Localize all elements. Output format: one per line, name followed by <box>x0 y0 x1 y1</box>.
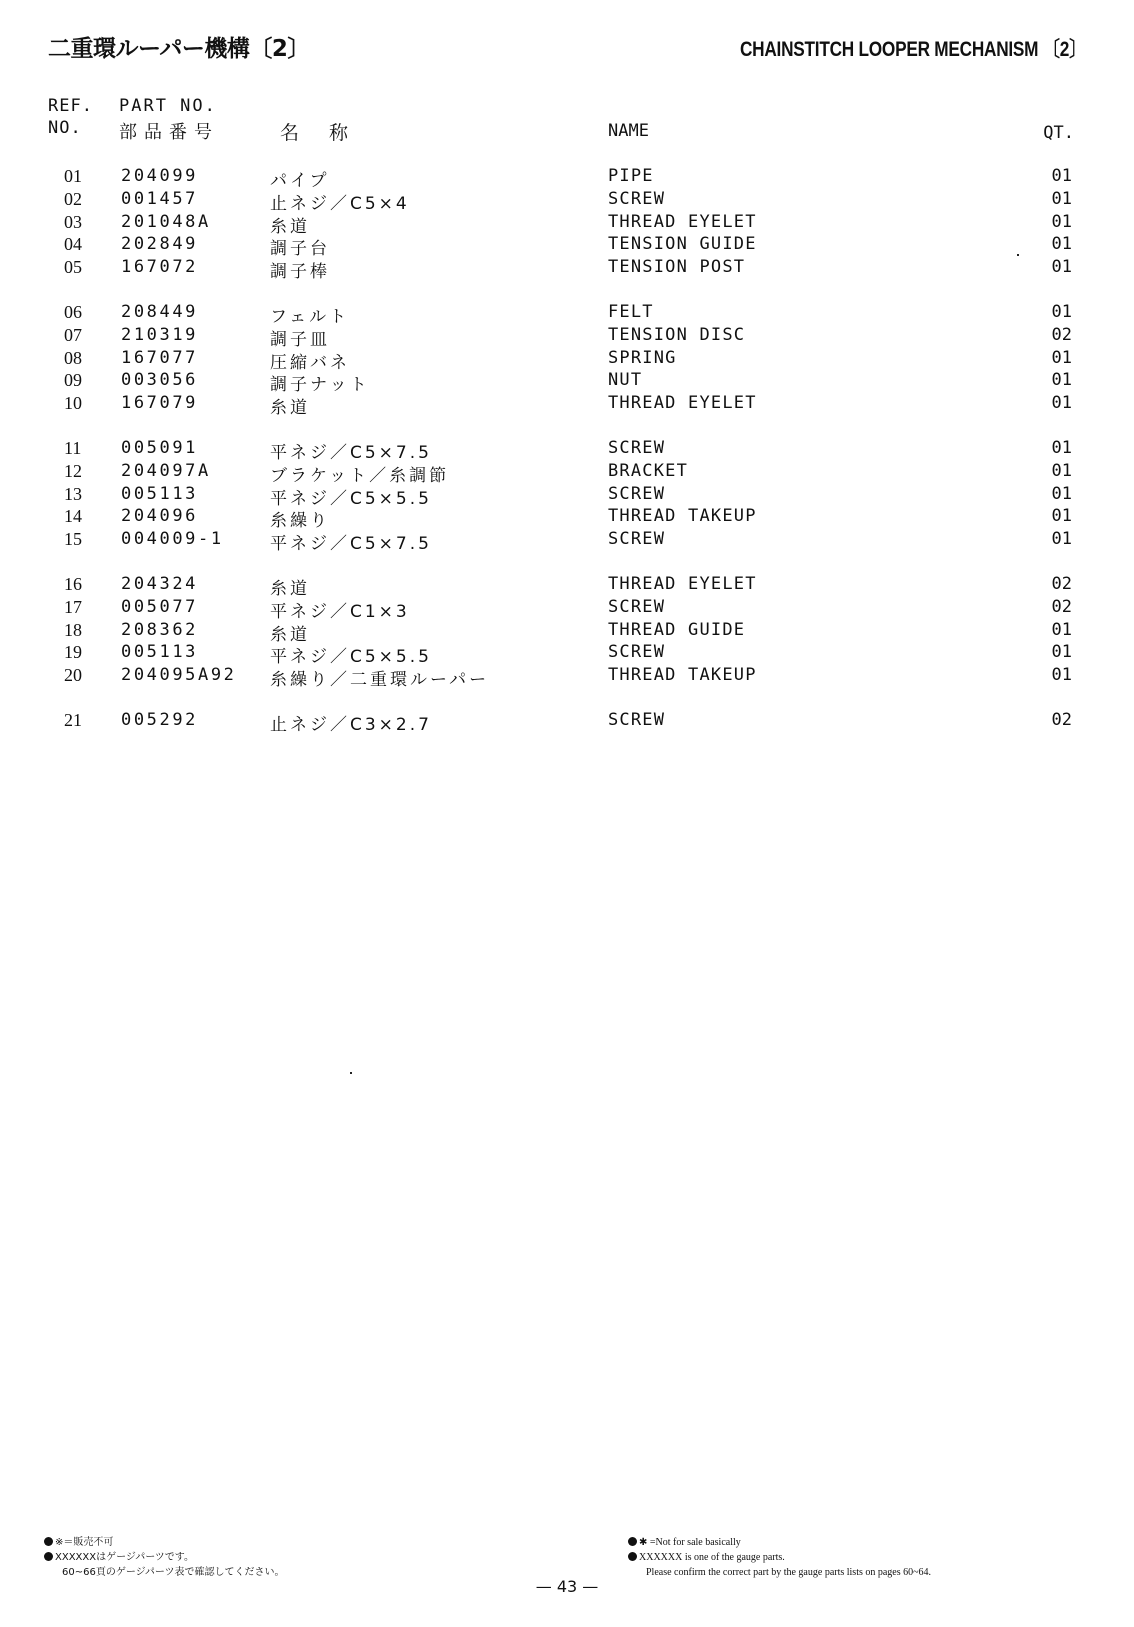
ref-no-cell: 03 <box>64 211 82 232</box>
ref-no-cell: 05 <box>64 257 82 278</box>
name-cell: SCREW <box>608 483 666 504</box>
footer-note-not-for-sale-jp: ※＝販売不可 <box>55 1537 114 1548</box>
page-title-en: CHAINSTITCH LOOPER MECHANISM 〔2〕 <box>739 38 1086 61</box>
table-row <box>0 393 1134 419</box>
part-no-cell: 204097A <box>121 460 211 481</box>
ref-no-cell: 16 <box>64 573 82 594</box>
table-row <box>0 166 1134 189</box>
part-no-cell: 210319 <box>121 324 199 345</box>
column-header-name-jp: 名称 <box>280 122 379 144</box>
qt-cell: 01 <box>1051 665 1072 686</box>
column-header-part-no: PART NO. <box>119 96 217 116</box>
table-row <box>0 212 1134 235</box>
name-jp-cell: 調子ナット <box>270 375 370 396</box>
name-cell: SCREW <box>608 529 666 550</box>
part-no-cell: 201048A <box>121 211 211 232</box>
name-cell: THREAD EYELET <box>608 211 757 232</box>
qt-cell: 01 <box>1051 301 1072 322</box>
footer-notes-en <box>628 1535 931 1580</box>
table-row <box>0 620 1134 643</box>
part-no-cell: 204096 <box>121 506 199 527</box>
qt-cell: 02 <box>1051 573 1072 594</box>
ref-no-cell: 07 <box>64 324 82 345</box>
name-jp-cell: 糸道 <box>270 624 310 645</box>
name-jp-cell: 止ネジ／C3×2.7 <box>270 714 432 735</box>
part-no-cell: 005091 <box>121 437 199 458</box>
name-cell: THREAD EYELET <box>608 393 757 414</box>
part-no-cell: 167077 <box>121 347 199 368</box>
name-cell: NUT <box>608 370 643 391</box>
name-jp-cell: フェルト <box>270 306 350 327</box>
name-jp-cell: 糸道 <box>270 398 310 419</box>
bullet-icon <box>44 1552 53 1561</box>
footer-note-not-for-sale: ✱ =Not for sale basically <box>639 1537 741 1548</box>
qt-cell: 01 <box>1051 619 1072 640</box>
name-jp-cell: 平ネジ／C5×5.5 <box>270 488 432 509</box>
name-cell: SCREW <box>608 596 666 617</box>
column-header-ref: REF. <box>48 96 93 116</box>
part-no-cell: 167079 <box>121 393 199 414</box>
part-no-cell: 208362 <box>121 619 199 640</box>
ref-no-cell: 04 <box>64 234 82 255</box>
name-jp-cell: 調子棒 <box>270 262 330 283</box>
ref-no-cell: 15 <box>64 529 82 550</box>
qt-cell: 01 <box>1051 642 1072 663</box>
ref-no-cell: 13 <box>64 483 82 504</box>
column-header-qt: QT. <box>1043 123 1074 143</box>
name-cell: BRACKET <box>608 460 689 481</box>
qt-cell: 01 <box>1051 347 1072 368</box>
part-no-cell: 167072 <box>121 257 199 278</box>
part-no-cell: 204324 <box>121 573 199 594</box>
name-cell: THREAD EYELET <box>608 573 757 594</box>
qt-cell: 02 <box>1051 709 1072 730</box>
ref-no-cell: 09 <box>64 370 82 391</box>
name-cell: TENSION POST <box>608 257 746 278</box>
bullet-icon <box>628 1552 637 1561</box>
ref-no-cell: 19 <box>64 642 82 663</box>
table-row <box>0 529 1134 555</box>
ref-no-cell: 08 <box>64 347 82 368</box>
qt-cell: 01 <box>1051 257 1072 278</box>
ref-no-cell: 12 <box>64 460 82 481</box>
footer-note-confirm-jp: 60~66頁のゲージパーツ表で確認してください。 <box>62 1567 285 1578</box>
qt-cell: 01 <box>1051 529 1072 550</box>
ref-no-cell: 11 <box>64 437 82 458</box>
name-jp-cell: 糸繰り／二重環ルーパー <box>270 670 490 691</box>
table-row <box>0 710 1134 733</box>
qt-cell: 01 <box>1051 370 1072 391</box>
qt-cell: 01 <box>1051 393 1072 414</box>
footer-notes-jp <box>44 1535 285 1580</box>
table-row <box>0 574 1134 597</box>
part-no-cell: 208449 <box>121 301 199 322</box>
name-cell: SCREW <box>608 188 666 209</box>
table-row <box>0 370 1134 396</box>
table-row <box>0 348 1134 371</box>
part-no-cell: 005113 <box>121 642 199 663</box>
ref-no-cell: 02 <box>64 188 82 209</box>
qt-cell: 01 <box>1051 188 1072 209</box>
table-row <box>0 438 1134 461</box>
name-cell: SCREW <box>608 709 666 730</box>
name-cell: THREAD GUIDE <box>608 619 746 640</box>
name-cell: THREAD TAKEUP <box>608 665 757 686</box>
table-row <box>0 189 1134 212</box>
bullet-icon <box>628 1537 637 1546</box>
part-no-cell: 204099 <box>121 166 199 186</box>
qt-cell: 01 <box>1051 437 1072 458</box>
table-row <box>0 234 1134 260</box>
ref-no-cell: 21 <box>64 709 82 730</box>
scan-speck <box>350 1072 352 1074</box>
qt-cell: 02 <box>1051 324 1072 345</box>
name-jp-cell: 糸繰り <box>270 511 330 532</box>
name-cell: FELT <box>608 301 654 322</box>
ref-no-cell: 10 <box>64 393 82 414</box>
table-row <box>0 461 1134 484</box>
part-no-cell: 005077 <box>121 596 199 617</box>
name-cell: PIPE <box>608 166 654 186</box>
table-row <box>0 484 1134 507</box>
name-jp-cell: 調子皿 <box>270 329 330 350</box>
ref-no-cell: 06 <box>64 301 82 322</box>
table-row <box>0 665 1134 691</box>
qt-cell: 01 <box>1051 483 1072 504</box>
name-jp-cell: 平ネジ／C5×7.5 <box>270 442 432 463</box>
qt-cell: 01 <box>1051 506 1072 527</box>
name-cell: SPRING <box>608 347 677 368</box>
part-no-cell: 004009-1 <box>121 529 224 550</box>
name-jp-cell: 平ネジ／C1×3 <box>270 601 410 622</box>
footer-note-confirm: Please confirm the correct part by the gauge parts lists on pages 60~64. <box>646 1567 932 1578</box>
name-jp-cell: ブラケット／糸調節 <box>270 465 450 486</box>
part-no-cell: 003056 <box>121 370 199 391</box>
column-header-part-no-jp: 部品番号 <box>119 122 219 143</box>
bullet-icon <box>44 1537 53 1546</box>
table-row <box>0 506 1134 532</box>
name-jp-cell: 調子台 <box>270 239 330 260</box>
column-header-name: NAME <box>608 121 649 141</box>
footer-note-gauge-parts: XXXXXX is one of the gauge parts. <box>639 1552 785 1563</box>
name-cell: TENSION DISC <box>608 324 746 345</box>
qt-cell: 01 <box>1051 211 1072 232</box>
name-jp-cell: 糸道 <box>270 578 310 599</box>
name-jp-cell: 糸道 <box>270 216 310 237</box>
table-row <box>0 257 1134 283</box>
name-jp-cell: 平ネジ／C5×5.5 <box>270 647 432 668</box>
qt-cell: 01 <box>1051 460 1072 481</box>
part-no-cell: 005292 <box>121 709 199 730</box>
page-number: — 43 — <box>535 1577 599 1596</box>
name-cell: SCREW <box>608 642 666 663</box>
ref-no-cell: 17 <box>64 596 82 617</box>
name-cell: SCREW <box>608 437 666 458</box>
name-jp-cell: 圧縮バネ <box>270 352 350 373</box>
table-row <box>0 642 1134 668</box>
table-row <box>0 302 1134 325</box>
name-jp-cell: 平ネジ／C5×7.5 <box>270 534 432 555</box>
name-cell: TENSION GUIDE <box>608 234 757 255</box>
column-header-ref-no: NO. <box>48 118 82 138</box>
table-row <box>0 597 1134 620</box>
name-jp-cell: 止ネジ／C5×4 <box>270 193 410 214</box>
part-no-cell: 204095A92 <box>121 665 237 686</box>
table-row <box>0 325 1134 348</box>
part-no-cell: 202849 <box>121 234 199 255</box>
ref-no-cell: 20 <box>64 665 82 686</box>
part-no-cell: 001457 <box>121 188 199 209</box>
page-title-jp: 二重環ルーパー機構〔2〕 <box>48 36 310 62</box>
qt-cell: 02 <box>1051 596 1072 617</box>
part-no-cell: 005113 <box>121 483 199 504</box>
qt-cell: 01 <box>1051 234 1072 255</box>
qt-cell: 01 <box>1051 166 1072 186</box>
footer-note-gauge-parts-jp: XXXXXXはゲージパーツです。 <box>55 1552 195 1563</box>
parts-table <box>0 166 1134 733</box>
name-cell: THREAD TAKEUP <box>608 506 757 527</box>
ref-no-cell: 01 <box>64 166 82 186</box>
ref-no-cell: 18 <box>64 619 82 640</box>
name-jp-cell: パイプ <box>270 171 330 191</box>
scan-speck <box>1017 254 1019 256</box>
ref-no-cell: 14 <box>64 506 82 527</box>
